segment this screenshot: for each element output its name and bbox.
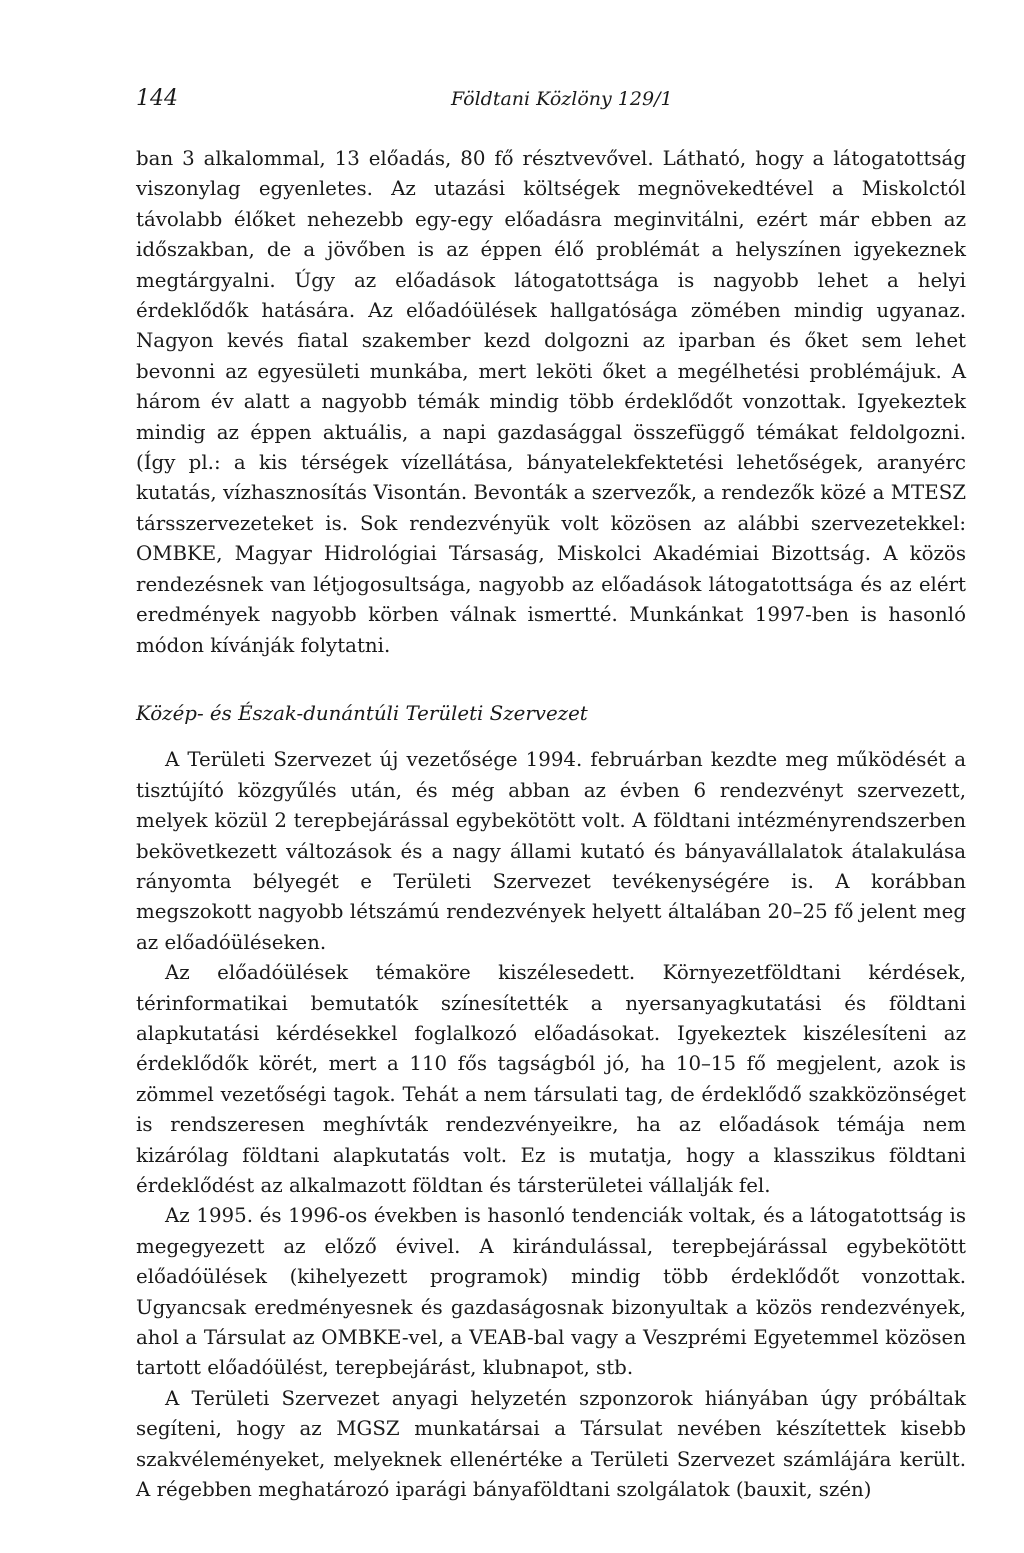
running-head	[136, 86, 966, 122]
section-paragraph-3: Az 1995. és 1996-os években is hasonló tendenciák voltak, és a látogatottság is megegyezett az előző évivel. A kirándulással, terepbejárással egybekötött előadóülések (kihelyezett programok) mindig több érdeklődőt vonzottak. Ugyancsak eredményesnek és gazdaságosnak bizonyultak a közös rendezvények, ahol a Társulat az OMBKE-vel, a VEAB-bal vagy a Veszprémi Egyetemmel közösen tartott előadóülést, terepbejárást, klubnapot, stb.	[136, 1204, 966, 1380]
page-number: 144	[136, 86, 178, 111]
document-page	[136, 86, 966, 1505]
section-paragraph-4: A Területi Szervezet anyagi helyzetén szponzorok hiányában úgy próbáltak segíteni, hogy az MGSZ munkatársai a Társulat nevében készítettek kisebb szakvéleményeket, melyeknek ellenértéke a Területi Szervezet számlájára került. A régebben meghatározó iparági bányaföldtani szolgálatok (bauxit, szén)	[136, 1386, 966, 1502]
journal-title: Földtani Közlöny 129/1	[451, 88, 673, 110]
section-paragraph-2: Az előadóülések témaköre kiszélesedett. Környezetföldtani kérdések, térinformatikai bemutatók színesítették a nyersanyagkutatási és földtani alapkutatási kérdésekkel foglalkozó előadásokat. Igyekeztek kiszélesíteni az érdeklődők körét, mert a 110 fős tagságból jó, ha 10–15 fő megjelent, azok is zömmel vezetőségi tagok. Tehát a nem társulati tag, de érdeklődő szakközönséget is rendszeresen meghívták rendezvényeikre, ha az előadások témája nem kizárólag földtani alapkutatás volt. Ez is mutatja, hogy a klasszikus földtani érdeklődést az alkalmazott földtan és társterületei vállalják fel.	[136, 961, 966, 1197]
section-paragraph-1: A Területi Szervezet új vezetősége 1994. februárban kezdte meg működését a tisztújító közgyűlés után, és még abban az évben 6 rendezvényt szervezett, melyek közül 2 terepbejárással egybekötött volt. A földtani intézményrendszerben bekövetkezett változások és a nagy állami kutató és bányavállalatok átalakulása rányomta bélyegét e Területi Szervezet tevékenységére is. A korábban megszokott nagyobb létszámú rendezvények helyett általában 20–25 fő jelent meg az előadóüléseken.	[136, 748, 966, 954]
section-heading: Közép- és Észak-dunántúli Területi Szervezet	[136, 701, 588, 725]
paragraph-continued: ban 3 alkalommal, 13 előadás, 80 fő résztvevővel. Látható, hogy a látogatottság viszonylag egyenletes. Az utazási költségek megnövekedtével a Miskolctól távolabb élőket nehezebb egy-egy előadásra meginvitálni, ezért már ebben az időszakban, de a jövőben is az éppen élő problémát a helyszínen igyekeznek megtárgyalni. Úgy az előadások látogatottsága is nagyobb lehet a helyi érdeklődők hatására. Az előadóülések hallgatósága zömében mindig ugyanaz. Nagyon kevés fiatal szakember kezd dolgozni az iparban és őket sem lehet bevonni az egyesületi munkába, mert leköti őket a megélhetési problémájuk. A három év alatt a nagyobb témák mindig több érdeklődőt vonzottak. Igyekeztek mindig az éppen aktuális, a napi gazdasággal összefüggő témákat feldolgozni. (Így pl.: a kis térségek vízellátása, bányatelekfektetési lehetőségek, aranyérc kutatás, vízhasznosítás Visontán. Bevonták a szervezők, a rendezők közé a MTESZ társszervezeteket is. Sok rendezvényük volt közösen az alábbi szervezetekkel: OMBKE, Magyar Hidrológiai Társaság, Miskolci Akadémiai Bizottság. A közös rendezésnek van létjogosultsága, nagyobb az előadások látogatottsága és az elért eredmények nagyobb körben válnak ismertté. Munkánkat 1997-ben is hasonló módon kívánják folytatni.	[136, 147, 966, 657]
